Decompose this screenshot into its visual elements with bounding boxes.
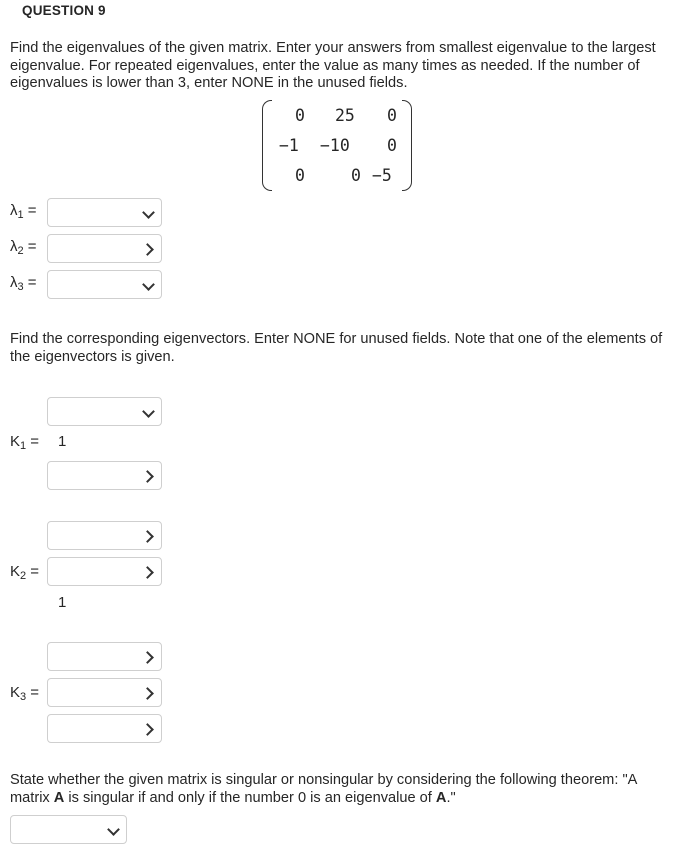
matrix-cell: 0 — [351, 166, 361, 185]
matrix-cell: 0 — [295, 106, 305, 125]
k3-component1-select[interactable] — [47, 642, 162, 671]
k2-label: $K_2$ = — [10, 563, 40, 582]
lambda1-select[interactable] — [47, 198, 162, 227]
matrix-cell: −1 — [279, 136, 299, 155]
matrix-cell: 25 — [335, 106, 355, 125]
chevron-right-icon — [141, 530, 154, 543]
eigenvector-instructions: Find the corresponding eigenvectors. Enter NONE for unused fields. Note that one of the elements of the eigenvectors is given. — [10, 331, 663, 365]
chevron-right-icon — [141, 566, 154, 579]
k1-given-value: 1 — [58, 433, 67, 450]
matrix-cell: 0 — [295, 166, 305, 185]
eigenvalue-instructions: Find the eigenvalues of the given matrix. Enter your answers from smallest eigenvalue to the largest eigenvalue. For repeated eigenvalues, enter the value as many times as needed. If the number of eigenvalues is lower than 3, enter NONE in the unused fields. — [10, 40, 656, 91]
k3-component3-select[interactable] — [47, 714, 162, 743]
matrix-left-paren — [262, 100, 272, 191]
chevron-right-icon — [141, 243, 154, 256]
chevron-down-icon — [142, 405, 155, 418]
chevron-right-icon — [141, 723, 154, 736]
k2-component2-select[interactable] — [47, 557, 162, 586]
k2-component1-select[interactable] — [47, 521, 162, 550]
chevron-down-icon — [142, 206, 155, 219]
matrix-cell: 0 — [387, 106, 397, 125]
k1-label: $K_1$ = — [10, 433, 40, 452]
lambda2-label: $\lambda_2$ = — [10, 238, 37, 257]
matrix-cell: 0 — [387, 136, 397, 155]
chevron-right-icon — [141, 470, 154, 483]
k2-given-value: 1 — [58, 594, 67, 611]
matrix-right-paren — [402, 100, 412, 191]
lambda1-label: $\lambda_1$ = — [10, 202, 37, 221]
singular-instructions: State whether the given matrix is singular or nonsingular by considering the following theorem: "A matrix A is singular if and only if the number 0 is an eigenvalue of A." — [10, 772, 637, 806]
k3-label: $K_3$ = — [10, 684, 40, 703]
singular-select[interactable] — [10, 815, 127, 844]
chevron-right-icon — [141, 687, 154, 700]
chevron-down-icon — [142, 278, 155, 291]
matrix-cell: −10 — [320, 136, 350, 155]
lambda3-select[interactable] — [47, 270, 162, 299]
matrix — [262, 100, 412, 190]
k1-component3-select[interactable] — [47, 461, 162, 490]
k1-component1-select[interactable] — [47, 397, 162, 426]
chevron-down-icon — [107, 823, 120, 836]
chevron-right-icon — [141, 651, 154, 664]
matrix-cell: −5 — [372, 166, 392, 185]
question-title: QUESTION 9 — [22, 3, 106, 18]
lambda3-label: $\lambda_3$ = — [10, 274, 37, 293]
lambda2-select[interactable] — [47, 234, 162, 263]
k3-component2-select[interactable] — [47, 678, 162, 707]
